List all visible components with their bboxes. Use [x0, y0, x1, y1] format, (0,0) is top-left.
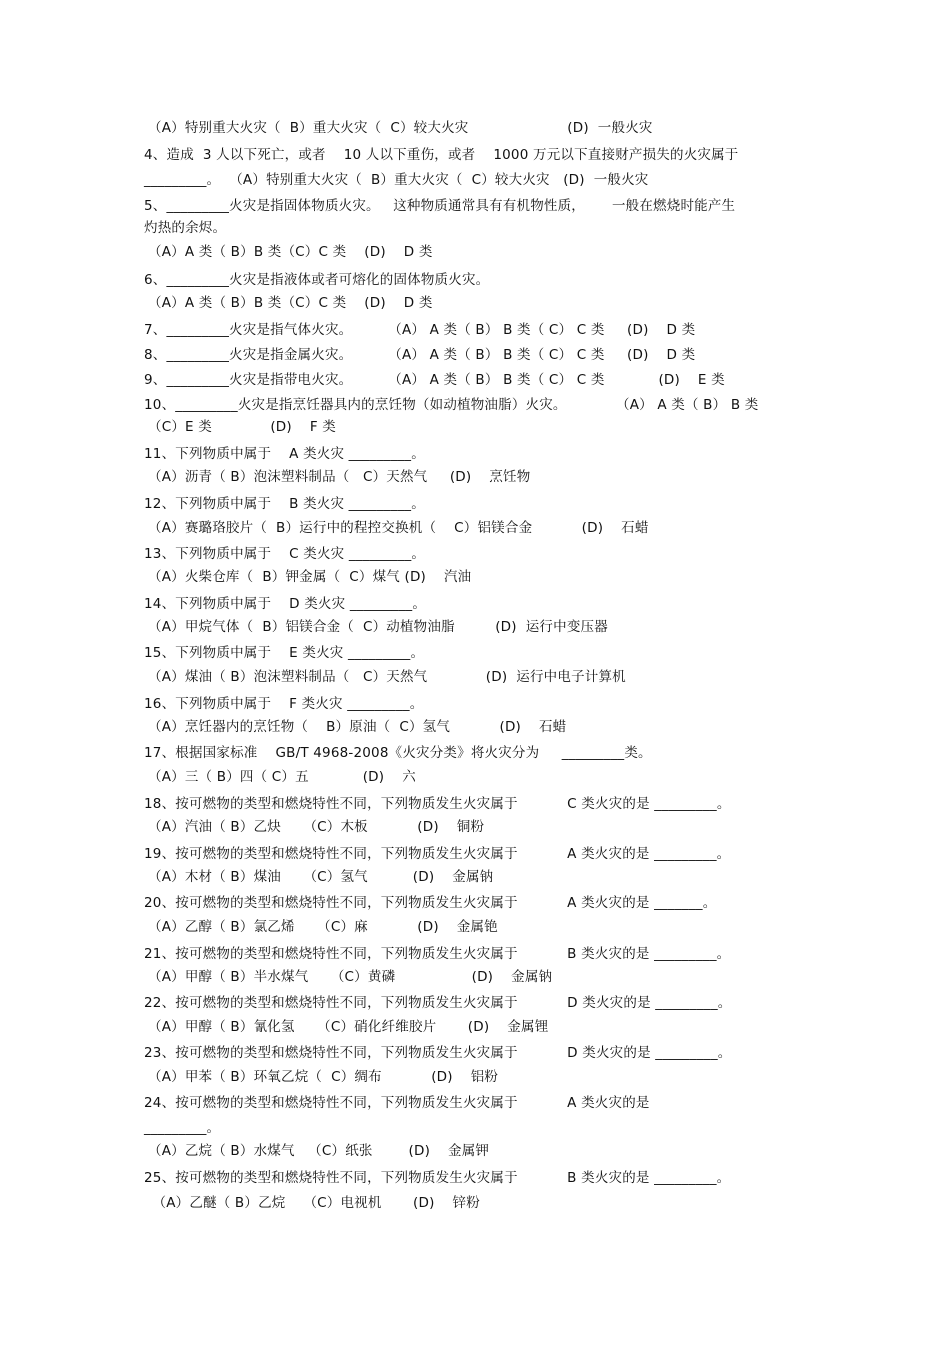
- q5-text-cont: 灼热的余烬。: [144, 220, 227, 236]
- q16-text: 16、下列物质中属于 F 类火灾 _________。: [144, 696, 424, 712]
- q19-text: 19、按可燃物的类型和燃烧特性不同，下列物质发生火灾属于 A 类火灾的是 _________。: [144, 846, 731, 862]
- q21-options: （A）甲醇（ B）半水煤气 （C）黄磷 (D) 金属钠: [148, 969, 553, 985]
- q13-text: 13、下列物质中属于 C 类火灾 _________。: [144, 546, 426, 562]
- q11-options: （A）沥青（ B）泡沫塑料制品（ C）天然气 (D) 烹饪物: [148, 469, 531, 485]
- q25-text: 25、按可燃物的类型和燃烧特性不同，下列物质发生火灾属于 B 类火灾的是 _________。: [144, 1170, 731, 1186]
- q13-options: （A）火柴仓库（ B）钾金属（ C）煤气 (D) 汽油: [148, 569, 472, 585]
- q3-options: （A）特别重大火灾（ B）重大火灾（ C）较大火灾 (D) 一般火灾: [148, 120, 653, 136]
- q10-options-cont: （C）E 类 (D) F 类: [148, 419, 336, 435]
- q18-text: 18、按可燃物的类型和燃烧特性不同，下列物质发生火灾属于 C 类火灾的是 _________。: [144, 796, 731, 812]
- q19-options: （A）木材（ B）煤油 （C）氢气 (D) 金属钠: [148, 869, 494, 885]
- q20-text: 20、按可燃物的类型和燃烧特性不同，下列物质发生火灾属于 A 类火灾的是 _______。: [144, 895, 717, 911]
- q4-text: 4、造成 3 人以下死亡，或者 10 人以下重伤，或者 1000 万元以下直接财产损失的火灾属于: [144, 147, 739, 163]
- q12-text: 12、下列物质中属于 B 类火灾 _________。: [144, 496, 425, 512]
- q24-options: （A）乙烷（ B）水煤气 （C）纸张 (D) 金属钾: [148, 1143, 490, 1159]
- q21-text: 21、按可燃物的类型和燃烧特性不同，下列物质发生火灾属于 B 类火灾的是 _________。: [144, 946, 731, 962]
- q20-options: （A）乙醇（ B）氯乙烯 （C）麻 (D) 金属铯: [148, 919, 498, 935]
- q16-options: （A）烹饪器内的烹饪物（ B）原油（ C）氢气 (D) 石蜡: [148, 719, 567, 735]
- q15-options: （A）煤油（ B）泡沫塑料制品（ C）天然气 (D) 运行中电子计算机: [148, 669, 626, 685]
- q23-options: （A）甲苯（ B）环氧乙烷（ C）绸布 (D) 铝粉: [148, 1069, 499, 1085]
- q24-blank: _________。: [144, 1120, 221, 1136]
- q10-text: 10、_________火灾是指烹饪器具内的烹饪物（如动植物油脂）火灾。 （A） A 类（ B） B 类: [144, 397, 759, 413]
- q22-text: 22、按可燃物的类型和燃烧特性不同，下列物质发生火灾属于 D 类火灾的是 _________。: [144, 995, 732, 1011]
- q17-text: 17、根据国家标准 GB/T 4968-2008《火灾分类》将火灾分为 _________类。: [144, 745, 652, 761]
- q15-text: 15、下列物质中属于 E 类火灾 _________。: [144, 645, 425, 661]
- q6-options: （A）A 类（ B）B 类（C）C 类 (D) D 类: [148, 295, 433, 311]
- q14-options: （A）甲烷气体（ B）铝镁合金（ C）动植物油脂 (D) 运行中变压器: [148, 619, 608, 635]
- q23-text: 23、按可燃物的类型和燃烧特性不同，下列物质发生火灾属于 D 类火灾的是 _________。: [144, 1045, 732, 1061]
- q22-options: （A）甲醇（ B）氰化氢 （C）硝化纤维胶片 (D) 金属锂: [148, 1019, 549, 1035]
- q6-text: 6、_________火灾是指液体或者可熔化的固体物质火灾。: [144, 272, 490, 288]
- q4-options: _________。 （A）特别重大火灾（ B）重大火灾（ C）较大火灾 (D) 一般火灾: [144, 172, 649, 188]
- q17-options: （A）三（ B）四（ C）五 (D) 六: [148, 769, 416, 785]
- q18-options: （A）汽油（ B）乙炔 （C）木板 (D) 铜粉: [148, 819, 485, 835]
- q5-options: （A）A 类（ B）B 类（C）C 类 (D) D 类: [148, 244, 433, 260]
- q24-text: 24、按可燃物的类型和燃烧特性不同，下列物质发生火灾属于 A 类火灾的是: [144, 1095, 650, 1111]
- q25-options: （A）乙醚（ B）乙烷 （C）电视机 (D) 锌粉: [148, 1195, 480, 1211]
- q14-text: 14、下列物质中属于 D 类火灾 _________。: [144, 596, 427, 612]
- q5-text: 5、_________火灾是指固体物质火灾。 这种物质通常具有有机物性质， 一般在燃烧时能产生: [144, 198, 736, 214]
- q11-text: 11、下列物质中属于 A 类火灾 _________。: [144, 446, 425, 462]
- q7-text: 7、_________火灾是指气体火灾。 （A） A 类（ B） B 类（ C） C 类 (D) D 类: [144, 322, 696, 338]
- q8-text: 8、_________火灾是指金属火灾。 （A） A 类（ B） B 类（ C） C 类 (D) D 类: [144, 347, 696, 363]
- q9-text: 9、_________火灾是指带电火灾。 （A） A 类（ B） B 类（ C） C 类 (D) E 类: [144, 372, 725, 388]
- q12-options: （A）赛璐珞胶片（ B）运行中的程控交换机（ C）铝镁合金 (D) 石蜡: [148, 520, 649, 536]
